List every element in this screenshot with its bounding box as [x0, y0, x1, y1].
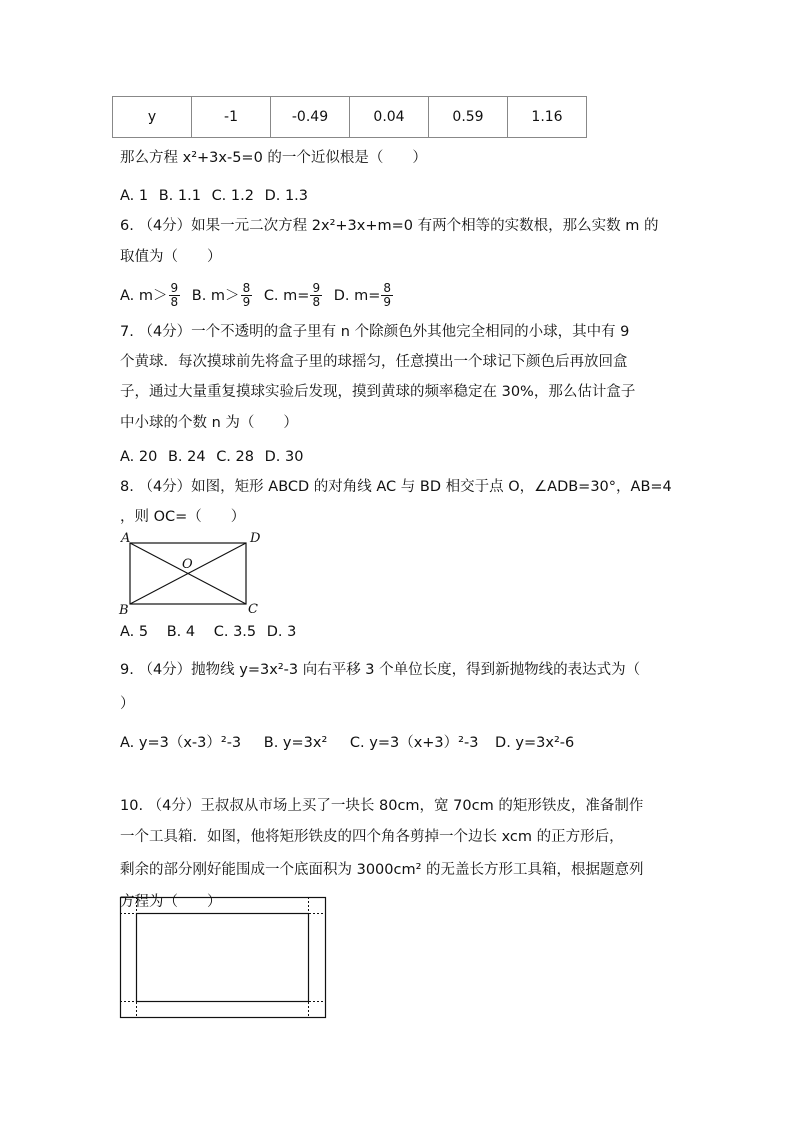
label-d: D [250, 531, 261, 546]
table-cell: -0.49 [271, 97, 350, 138]
option-a [120, 281, 186, 309]
outer-rectangle [121, 898, 326, 1018]
q6-line-2: 取值为（ ） [120, 249, 222, 265]
label-a: A [121, 531, 131, 546]
option-a: A. 5 [120, 624, 149, 640]
inner-rectangle [137, 914, 309, 1002]
q7-line-3: 子，通过大量重复摸球实验后发现，摸到黄球的频率稳定在 30%，那么估计盒子 [120, 384, 636, 400]
label-o: O [182, 557, 193, 572]
option-b [191, 281, 258, 309]
denominator: 8 [170, 295, 179, 309]
option-prefix: A. m＞ [120, 287, 168, 304]
option-a: A. 20 [120, 449, 158, 465]
q5-stem: 那么方程 x²+3x-5=0 的一个近似根是（ ） [120, 150, 427, 166]
fraction [310, 282, 322, 309]
q8-line-2: ，则 OC=（ ） [120, 509, 246, 525]
option-prefix: C. m= [263, 287, 310, 304]
option-d: D. 30 [264, 449, 304, 465]
table-cell: 0.59 [429, 97, 508, 138]
q7-options [120, 447, 309, 467]
q10-line-3: 剩余的部分刚好能围成一个底面积为 3000cm² 的无盖长方形工具箱，根据题意列 [120, 862, 644, 878]
denominator: 8 [312, 295, 321, 309]
q7-line-2: 个黄球．每次摸球前先将盒子里的球摇匀，任意摸出一个球记下颜色后再放回盒 [120, 354, 628, 370]
table-cell: 1.16 [508, 97, 587, 138]
label-c: C [248, 602, 258, 617]
rectangle-diagram [118, 532, 268, 620]
numerator: 9 [312, 281, 321, 295]
option-c: C. 3.5 [213, 624, 257, 640]
option-prefix: B. m＞ [191, 287, 240, 304]
q6-options [120, 282, 400, 309]
table-row-label: y [113, 97, 192, 138]
q7-line-4: 中小球的个数 n 为（ ） [120, 415, 298, 431]
q10-line-2: 一个工具箱．如图，他将矩形铁皮的四个角各剪掉一个边长 xcm 的正方形后， [120, 829, 624, 845]
option-c: C. 1.2 [211, 188, 254, 204]
table-row [113, 97, 587, 138]
q5-options [120, 186, 314, 206]
option-c: C. y=3（x+3）²-3 [349, 735, 479, 751]
option-b: B. y=3x² [263, 735, 328, 751]
q6-line-1: 6. （4分）如果一元二次方程 2x²+3x+m=0 有两个相等的实数根，那么实数 m 的 [120, 218, 659, 234]
table-cell: -1 [192, 97, 271, 138]
option-c [263, 281, 328, 309]
option-d: D. y=3x²-6 [495, 735, 575, 751]
option-d [333, 281, 394, 309]
q9-line-2: ） [120, 696, 135, 712]
fraction [241, 282, 253, 309]
option-a: A. y=3（x-3）²-3 [120, 735, 242, 751]
numerator: 9 [170, 281, 179, 295]
numerator: 8 [242, 281, 251, 295]
label-b: B [119, 603, 129, 618]
q9-options [120, 733, 580, 753]
option-c: C. 28 [216, 449, 254, 465]
table-cell: 0.04 [350, 97, 429, 138]
denominator: 9 [242, 295, 251, 309]
option-d: D. 3 [266, 624, 297, 640]
numerator: 8 [383, 281, 391, 295]
q10-line-4: 方程为（ ） [120, 894, 222, 910]
q8-options [120, 622, 302, 642]
fraction [169, 282, 181, 309]
value-table [112, 96, 587, 138]
option-b: B. 4 [166, 624, 196, 640]
option-d: D. 1.3 [264, 188, 309, 204]
q8-line-1: 8. （4分）如图，矩形 ABCD 的对角线 AC 与 BD 相交于点 O，∠ADB=30°，AB=4 [120, 479, 672, 495]
option-prefix: D. m= [333, 287, 381, 304]
q7-line-1: 7. （4分）一个不透明的盒子里有 n 个除颜色外其他完全相同的小球，其中有 9 [120, 324, 630, 340]
option-b: B. 1.1 [158, 188, 201, 204]
option-a: A. 1 [120, 188, 149, 204]
option-b: B. 24 [167, 449, 206, 465]
q10-line-1: 10. （4分）王叔叔从市场上买了一块长 80cm，宽 70cm 的矩形铁皮，准备制作 [120, 798, 644, 814]
q9-line-1: 9. （4分）抛物线 y=3x²-3 向右平移 3 个单位长度，得到新抛物线的表达式为（ [120, 662, 641, 678]
fraction [381, 282, 393, 309]
sheet-metal-diagram [118, 894, 330, 1022]
denominator: 9 [383, 295, 391, 309]
